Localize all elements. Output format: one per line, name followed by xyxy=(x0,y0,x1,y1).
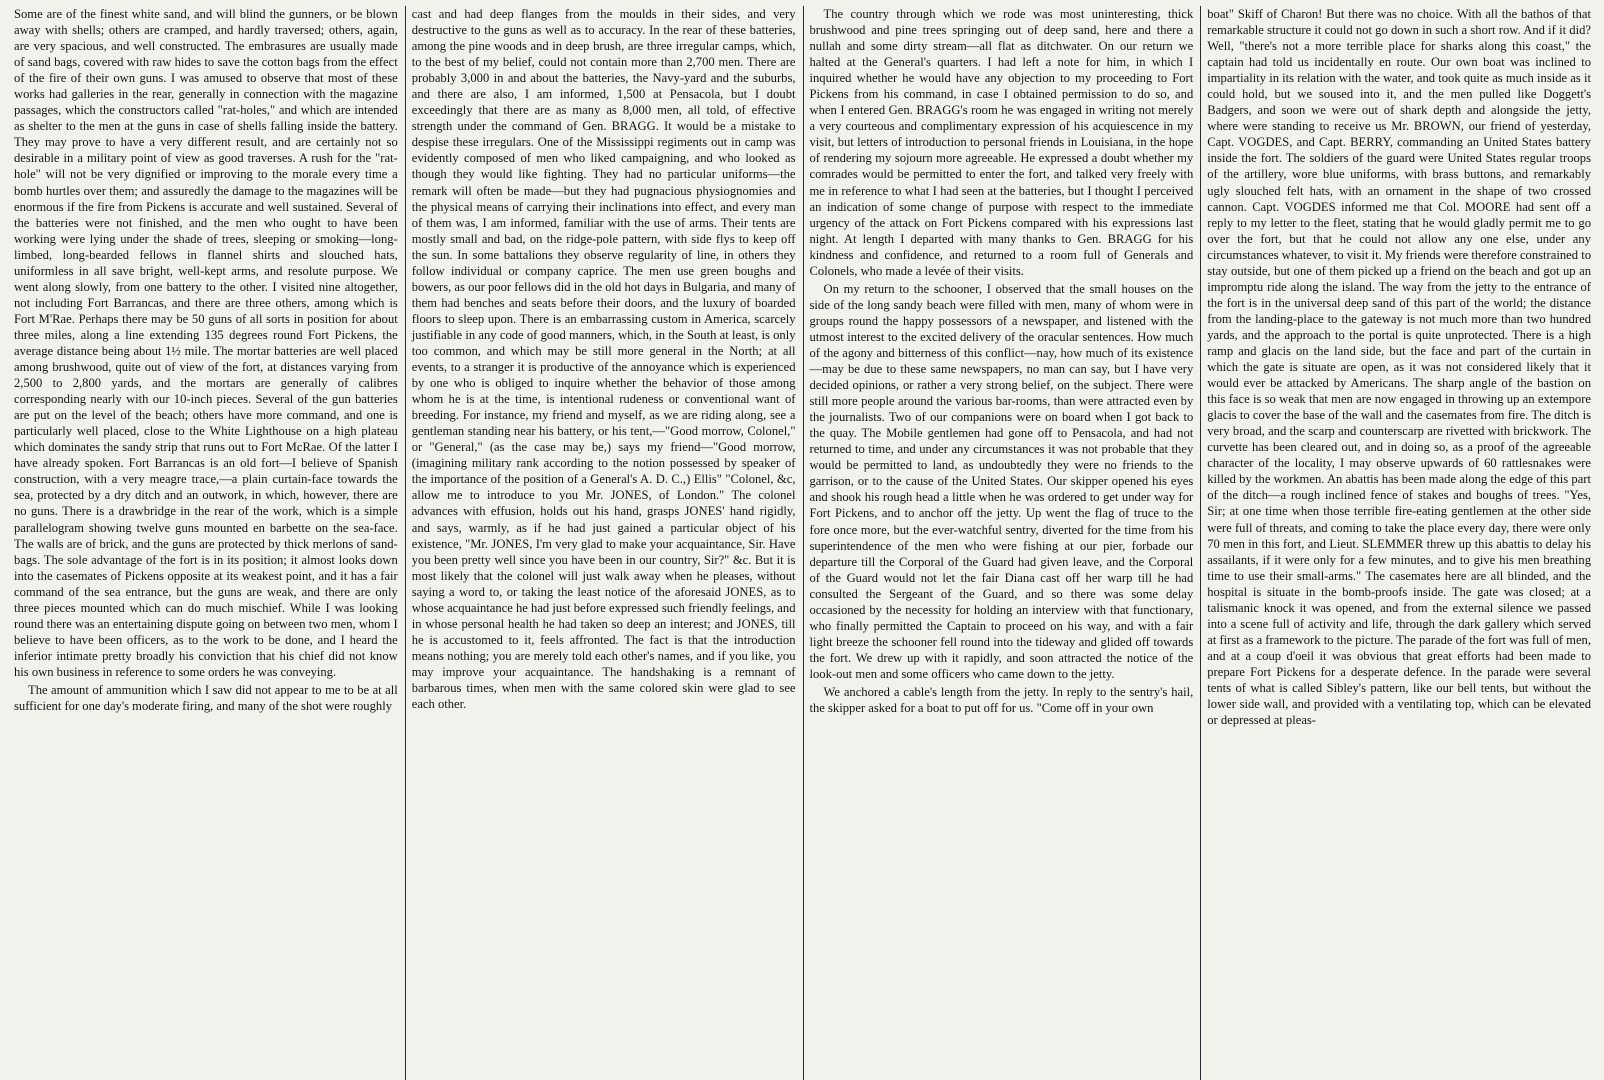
column-1 xyxy=(8,6,406,1080)
paragraph: The amount of ammunition which I saw did not appear to me to be at all sufficient for one day's moderate firing, and many of the shot were roughly xyxy=(14,682,398,714)
column-4 xyxy=(1201,6,1598,1080)
column-3 xyxy=(804,6,1202,1080)
column-2 xyxy=(406,6,804,1080)
paragraph: boat" Skiff of Charon! But there was no choice. With all the bathos of that remarkable structure it could not go down in such a short row. And if it did? Well, "there's not a more terrible place for sharks along this coast," the captain had told us incidentally en route. Our own boat was inclined to impartiality in its relation with the water, and took quite as much inside as it could hold, but we soused into it, and the men pulled like Doggett's Badgers, and soon we were out of shark depth and alongside the jetty, where were standing to receive us Mr. BROWN, our friend of yesterday, Capt. VOGDES, and Capt. BERRY, commanding an United States battery inside the fort. The soldiers of the guard were United States regular troops of the artillery, wore blue uniforms, with brass buttons, and remarkably ugly slouched felt hats, with an ornament in the shape of two crossed cannon. Capt. VOGDES informed me that Col. MOORE had sent off a reply to my letter to the fleet, stating that he would gladly permit me to go over the fort, but that he could not allow any one else, under any circumstances whatever, to visit it. My friends were therefore constrained to stay outside, but one of them picked up a friend on the beach and got up an impromptu ride along the island. The way from the jetty to the entrance of the fort is in the universal deep sand of this part of the world; the distance from the landing-place to the gateway is not much more than two hundred yards, and the approach to the portal is quite unprotected. There is a high ramp and glacis on the land side, but the face and part of the curtain in which the gate is situate are open, as it was not considered likely that it would ever be attacked by Americans. The sharp angle of the bastion on this face is so weak that men are now engaged in throwing up an extempore glacis to cover the base of the wall and the casemates from fire. The ditch is very broad, and the scarp and counterscarp are rivetted with brickwork. The curvette has been cleared out, and in doing so, as a proof of the agreeable character of the locality, I may observe upwards of 60 rattlesnakes were killed by the workmen. An abattis has been made along the edge of this part of the ditch—a rough inclined fence of stakes and boughs of trees. "Yes, Sir; at one time when those terrible fire-eating gentlemen at the other side were full of threats, and coming to take the place every day, there were only 70 men in this fort, and Lieut. SLEMMER threw up this abattis to delay his assailants, if it were only for a few minutes, and to give his men breathing time to use their small-arms." The casemates here are all blinded, and the hospital is situate in the bomb-proofs inside. The gate was closed; at a talismanic knock it was opened, and from the external silence we passed into a scene full of activity and life, through the dark gallery which served at first as a framework to the picture. The parade of the fort was full of men, and at a coup d'oeil it was obvious that great efforts had been made to prepare Fort Pickens for a desperate defence. In the parade were several tents of what is called Sibley's pattern, like our bell tents, but without the lower side wall, and provided with a ventilating top, which can be elevated or depressed at pleas- xyxy=(1207,7,1591,728)
paragraph: We anchored a cable's length from the jetty. In reply to the sentry's hail, the skipper asked for a boat to put off for us. "Come off in your own xyxy=(809,684,1194,716)
paragraph: cast and had deep flanges from the moulds in their sides, and very destructive to the guns as well as to accuracy. In the rear of these batteries, among the pine woods and in deep brush, are three irregular camps, which, to the best of my belief, could not contain more than 2,700 men. There are probably 3,000 in and about the batteries, the Navy-yard and the suburbs, and there are also, I am informed, 1,500 at Pensacola, but I doubt exceedingly that there are as many as 8,000 men, all told, of effective strength under the command of Gen. BRAGG. It would be a mistake to despise these irregulars. One of the Mississippi regiments out in camp was evidently composed of men who liked campaigning, and who looked as though they would like fighting. They had no particular uniforms—the remark will often be made—but they had pugnacious physiognomies and the physical means of carrying their inclinations into effect, and every man of them was, I am informed, familiar with the use of arms. Their tents are mostly small and bad, on the ridge-pole pattern, with side flys to keep off the sun. In some battalions they observe regularity of line, in others they follow individual or company caprice. The men use green boughs and bowers, as our poor fellows did in the old hot days in Bulgaria, and many of them had benches and seats before their doors, and the luxury of boarded floors to sleep upon. There is an embarrassing custom in America, scarcely justifiable in any code of good manners, which, in the South at least, is only too common, and which may be still more general in the North; at all events, to a stranger it is productive of the annoyance which is experienced by one who is obliged to inquire whether the behavior of those among whom he is at the time, is intentional rudeness or conventional want of breeding. For instance, my friend and myself, as we are riding along, see a gentleman standing near his battery, or his tent,—"Good morrow, Colonel," or "General," (as the case may be,) says my friend—"Good morrow, (imagining military rank according to the notion possessed by speaker of the importance of the position of a General's A. D. C.,) Ellis" "Colonel, &c, allow me to introduce to you Mr. JONES, of London." The colonel advances with effusion, holds out his hand, grasps JONES' hand rigidly, and says, warmly, as if he had just gained a particular object of his existence, "Mr. JONES, I'm very glad to make your acquaintance, Sir. Have you been pretty well since you have been in our country, Sir?" &c. But it is most likely that the colonel will just walk away when he pleases, without saying a word to, or taking the least notice of the aforesaid JONES, as to whose acquaintance he had just before expressed such friendly feelings, and in whose personal health he had taken so deep an interest; and JONES, till he is accustomed to it, feels affronted. The fact is that the introduction means nothing; you are merely told each other's names, and if you like, you may improve your acquaintance. The handshaking is a remnant of barbarous times, when men with the same colored skin were glad to see each other. xyxy=(411,7,796,712)
paragraph: The country through which we rode was most uninteresting, thick brushwood and pine trees springing out of deep sand, here and there a nullah and some dirty stream—all flat as ditchwater. On our return we halted at the General's quarters. I had left a note for him, in which I inquired whether he would have any objection to my proceeding to Fort Pickens from his command, in case I obtained permission to do so, and when I entered Gen. BRAGG's room he was engaged in writing not merely a very courteous and complimentary expression of his acquiescence in my visit, but letters of introduction to personal friends in Louisiana, in the hope of rendering my sojourn more agreeable. He expressed a doubt whether my comrades would be permitted to enter the fort, and talked very freely with me in reference to what I had seen at the batteries, but I thought I perceived an indication of some change of purpose with respect to the immediate urgency of the attack on Fort Pickens compared with his expressions last night. At length I departed with many thanks to Gen. BRAGG for his kindness and confidence, and returned to a room full of Generals and Colonels, who made a levée of their visits. xyxy=(809,7,1194,278)
paragraph: Some are of the finest white sand, and will blind the gunners, or be blown away with shells; others are cramped, and hardly traversed; others, again, are very spacious, and well constructed. The embrasures are usually made of sand bags, covered with raw hides to save the cotton bags from the effect of the fire of their own guns. I was amused to observe that most of these works had galleries in the rear, generally in connection with the magazine passages, which the constructors called "rat-holes," and which are intended as shelter to the men at the guns in case of shells falling inside the battery. They may prove to have a very different result, and are certainly not so desirable in a military point of view as good traverses. A rush for the "rat-hole" will not be very dignified or improving to the morale every time a bomb hurtles over them; and assuredly the damage to the magazines will be enormous if the fire from Pickens is accurate and well sustained. Several of the batteries were not finished, and the men who ought to have been working were lying under the shade of trees, sleeping or smoking—long-limbed, long-bearded fellows in flannel shirts and slouched hats, uniformless in all save bright, well-kept arms, and resolute purpose. We went along slowly, from one battery to the other. I visited nine altogether, not including Fort Barrancas, and there are three others, among which is Fort M'Rae. Perhaps there may be 50 guns of all sorts in position for about three miles, along a line extending 135 degrees round Fort Pickens, the average distance being about 1½ mile. The mortar batteries are well placed among brushwood, quite out of view of the fort, at distances varying from 2,500 to 2,800 yards, and the mortars are generally of calibres corresponding nearly with our 10-inch pieces. Several of the gun batteries are put on the level of the beach; others have more command, and one is particularly well placed, close to the White Lighthouse on a high plateau which dominates the sandy strip that runs out to Fort McRae. Of the latter I have already spoken. Fort Barrancas is an old fort—I believe of Spanish construction, with a very meagre trace,—a plain curtain-face towards the sea, protected by a dry ditch and an outwork, in which, however, there are no guns. There is a drawbridge in the rear of the work, which is a simple parallelogram showing twelve guns mounted en barbette on the sea-face. The walls are of brick, and the guns are protected by thick merlons of sand-bags. The sole advantage of the fort is in its position; it almost looks down into the casemates of Pickens opposite at its weakest point, and it has a fair command of the sea entrance, but the guns are weak, and there are only three pieces mounted which can do much mischief. While I was looking round there was an entertaining dispute going on between two men, whom I believe to have been officers, as to the work to be done, and I heard the inferior intimate pretty broadly his conviction that his chief did not know his own business in reference to some orders he was conveying. xyxy=(14,7,398,679)
paragraph: On my return to the schooner, I observed that the small houses on the side of the long sandy beach were filled with men, many of whom were in groups round the happy possessors of a newspaper, and listened with the utmost interest to the excited delivery of the oracular sentences. How much of the agony and bitterness of this conflict—nay, how much of its existence—may be due to these same newspapers, no man can say, but I have very decided opinions, or rather a very strong belief, on the subject. There were still more people around the various bar-rooms, than were attracted even by the journalists. Two of our companions were on board when I got back to the quay. The Mobile gentlemen had gone off to Pensacola, and had not returned to time, and under any circumstances it was not probable that they would be permitted to land, as undoubtedly they were no friends to the garrison, or to the cause of the United States. Our skipper opened his eyes and shook his rough head a little when he was ordered to get under way for Fort Pickens, and to anchor off the jetty. Up went the flag of truce to the fore once more, but the ever-watchful sentry, diverted for the time from his superintendence of the men who were fishing at our pier, forbade our departure till the Corporal of the Guard had given leave, and the Corporal of the Guard would not let the fair Diana cast off her warp till he had consulted the Sergeant of the Guard, and so there was some delay occasioned by the necessity for holding an interview with that functionary, who finally permitted the Captain to proceed on his way, and with a fair light breeze the schooner fell round into the tideway and glided off towards the fort. We drew up with it rapidly, and soon attracted the notice of the look-out men and some officers who came down to the jetty. xyxy=(809,281,1194,681)
